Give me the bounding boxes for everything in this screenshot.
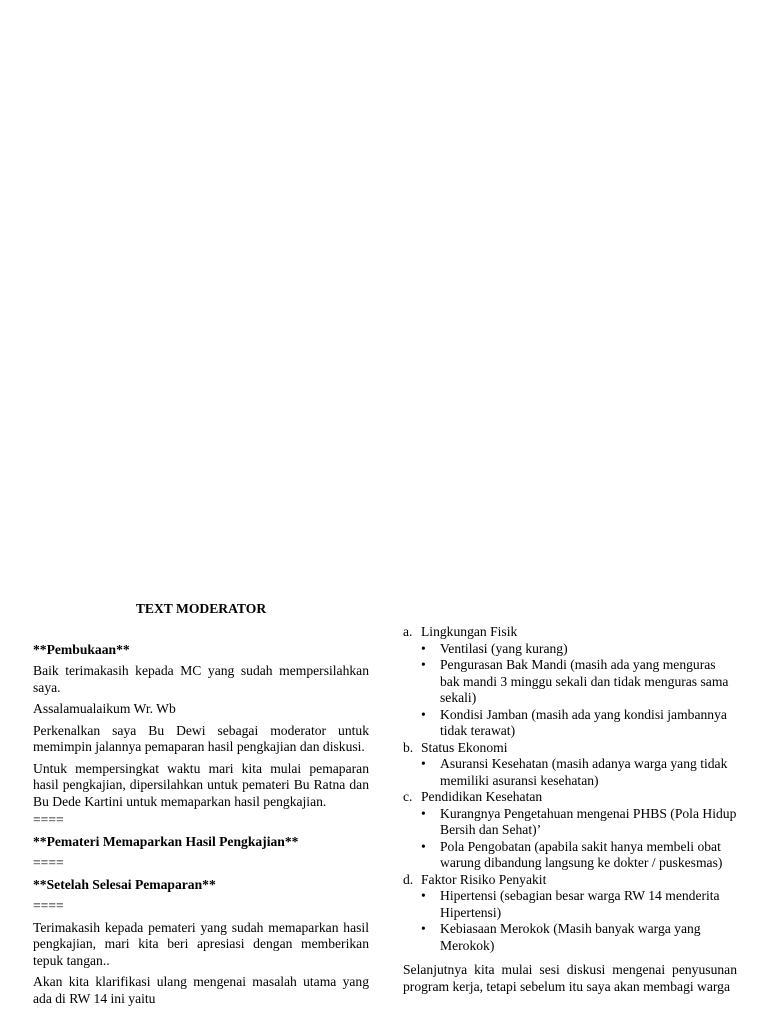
section-letter: a. xyxy=(403,624,413,639)
bullet-icon: • xyxy=(421,888,426,903)
heading-pemateri: **Pemateri Memaparkan Hasil Pengkajian** xyxy=(33,833,299,849)
list-item xyxy=(421,657,737,707)
problem-sections-list xyxy=(403,624,737,954)
bullet-list xyxy=(403,806,737,872)
list-item xyxy=(421,806,737,839)
heading-setelah: **Setelah Selesai Pemaparan** xyxy=(33,876,216,892)
list-item xyxy=(421,707,737,740)
list-item xyxy=(421,641,737,658)
section-title: Faktor Risiko Penyakit xyxy=(421,871,547,887)
section-title: Status Ekonomi xyxy=(421,739,508,755)
list-item-text: Hipertensi (sebagian besar warga RW 14 menderita Hipertensi) xyxy=(440,888,720,920)
bullet-icon: • xyxy=(421,921,426,936)
list-item-text: Kondisi Jamban (masih ada yang kondisi jambannya tidak terawat) xyxy=(440,706,727,738)
list-item-text: Pengurasan Bak Mandi (masih ada yang menguras bak mandi 3 minggu sekali dan tidak menguras sama sekali) xyxy=(440,657,729,705)
section-item xyxy=(403,740,737,790)
bullet-icon: • xyxy=(421,756,426,771)
paragraph-appreciation: Terimakasih kepada pemateri yang sudah memaparkan hasil pengkajian, mari kita beri apresiasi dengan memberikan tepuk tangan.. xyxy=(33,919,369,968)
section-letter: c. xyxy=(403,789,413,804)
bullet-icon: • xyxy=(421,805,426,821)
list-item xyxy=(421,839,737,872)
list-item-text: Kebiasaan Merokok (Masih banyak warga yang Merokok) xyxy=(440,921,701,953)
bullet-icon: • xyxy=(421,640,426,656)
document-title: TEXT MODERATOR xyxy=(135,601,267,616)
bullet-list xyxy=(403,888,737,954)
section-title: Lingkungan Fisik xyxy=(421,624,518,639)
separator: ==== xyxy=(33,855,64,870)
section-letter: d. xyxy=(403,871,414,887)
section-heading xyxy=(403,789,737,806)
right-column xyxy=(403,624,737,1009)
paragraph-start-presentation: Untuk mempersingkat waktu mari kita mulai pemaparan hasil pengkajian, dipersilahkan untuk pemateri Bu Ratna dan Bu Dede Kartini untuk memaparkan hasil pengkajian. xyxy=(33,760,369,809)
separator: ==== xyxy=(33,898,64,913)
list-item-text: Pola Pengobatan (apabila sakit hanya membeli obat warung dibandung langsung ke dokter / puskesmas) xyxy=(440,838,723,870)
section-heading xyxy=(403,740,737,757)
left-column xyxy=(33,601,369,1012)
list-item-text: Kurangnya Pengetahuan mengenai PHBS (Pola Hidup Bersih dan Sehat)’ xyxy=(440,805,737,837)
paragraph-greeting: Assalamualaikum Wr. Wb xyxy=(33,701,176,716)
paragraph-introduction: Perkenalkan saya Bu Dewi sebagai moderator untuk memimpin jalannya pemaparan hasil pengkajian dan diskusi. xyxy=(33,722,369,754)
bullet-icon: • xyxy=(421,838,426,854)
separator: ==== xyxy=(33,812,64,827)
section-title: Pendidikan Kesehatan xyxy=(421,789,543,804)
section-heading xyxy=(403,872,737,889)
bullet-icon: • xyxy=(421,657,426,672)
list-item xyxy=(421,888,737,921)
list-item-text: Asuransi Kesehatan (masih adanya warga yang tidak memiliki asuransi kesehatan) xyxy=(440,756,728,788)
section-letter: b. xyxy=(403,739,414,755)
heading-pembukaan: **Pembukaan** xyxy=(33,641,130,657)
paragraph-discussion: Selanjutnya kita mulai sesi diskusi mengenai penyusunan program kerja, tetapi sebelum itu saya akan membagi warga xyxy=(403,962,737,994)
paragraph-thanks-mc: Baik terimakasih kepada MC yang sudah mempersilahkan saya. xyxy=(33,663,369,695)
section-item xyxy=(403,872,737,955)
section-heading xyxy=(403,624,737,641)
bullet-icon: • xyxy=(421,706,426,722)
paragraph-clarification: Akan kita klarifikasi ulang mengenai masalah utama yang ada di RW 14 ini yaitu xyxy=(33,974,369,1006)
bullet-list xyxy=(403,641,737,740)
list-item-text: Ventilasi (yang kurang) xyxy=(440,640,568,656)
list-item xyxy=(421,756,737,789)
section-item xyxy=(403,789,737,872)
bullet-list xyxy=(403,756,737,789)
list-item xyxy=(421,921,737,954)
section-item xyxy=(403,624,737,740)
